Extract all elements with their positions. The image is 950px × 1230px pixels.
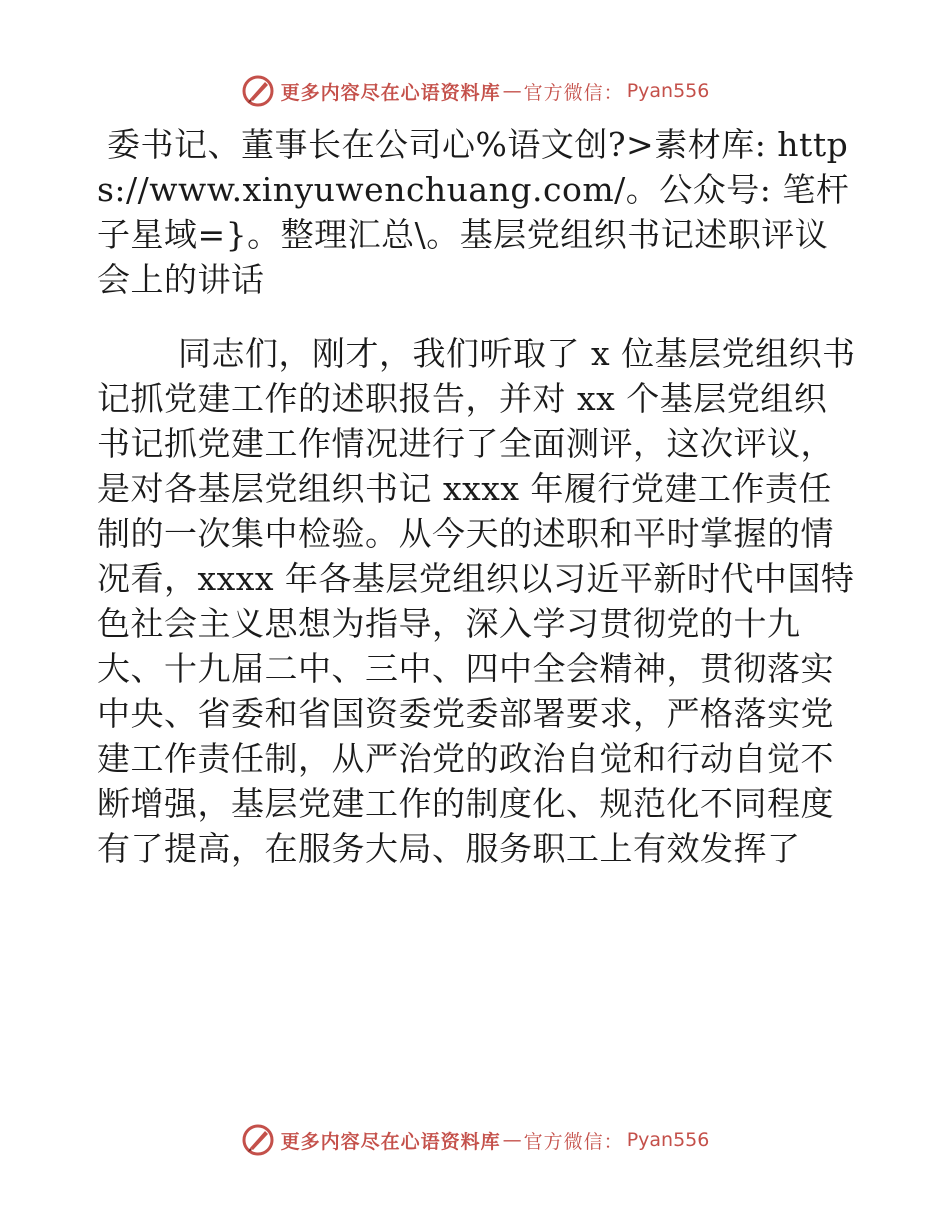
banner-separator: — [502,1129,522,1151]
footer-watermark-banner [0,1123,950,1157]
banner-account: Pyan556 [626,80,710,102]
banner-colon: ： [603,81,623,104]
document-body-paragraph: 同志们，刚才，我们听取了 x 位基层党组织书记抓党建工作的述职报告，并对 xx 个基层党组织书记抓党建工作情况进行了全面测评，这次评议，是对各基层党组织书记 xxxx 年履行党建工作责任制的一次集中检验。从今天的述职和平时掌握的情况看，xxxx 年各基层党组织以习近平新时代中国特色社会主义思想为指导，深入学习贯彻党的十九大、十九届二中、三中、四中全会精神，贯彻落实中央、省委和省国资委党委部署要求，严格落实党建工作责任制，从严治党的政治自觉和行动自觉不断增强，基层党建工作的制度化、规范化不同程度有了提高，在服务大局、服务职工上有效发挥了 [97,334,856,868]
header-watermark-banner [0,74,950,108]
quill-logo-icon [241,1123,275,1157]
banner-main-text: 更多内容尽在心语资料库 [280,1130,501,1153]
document-content [97,122,857,871]
banner-main-text: 更多内容尽在心语资料库 [280,81,501,104]
banner-colon: ： [603,1130,623,1153]
banner-account: Pyan556 [626,1129,710,1151]
document-title: 委书记、董事长在公司心%语文创?>素材库: https://www.xinyuwenchuang.com/。公众号: 笔杆子星域=}。整理汇总\。基层党组织书记述职评议会上的讲话 [97,125,850,299]
banner-official-label: 官方微信 [523,81,604,104]
banner-separator: — [502,80,522,102]
quill-logo-icon [241,74,275,108]
banner-official-label: 官方微信 [523,1130,604,1153]
